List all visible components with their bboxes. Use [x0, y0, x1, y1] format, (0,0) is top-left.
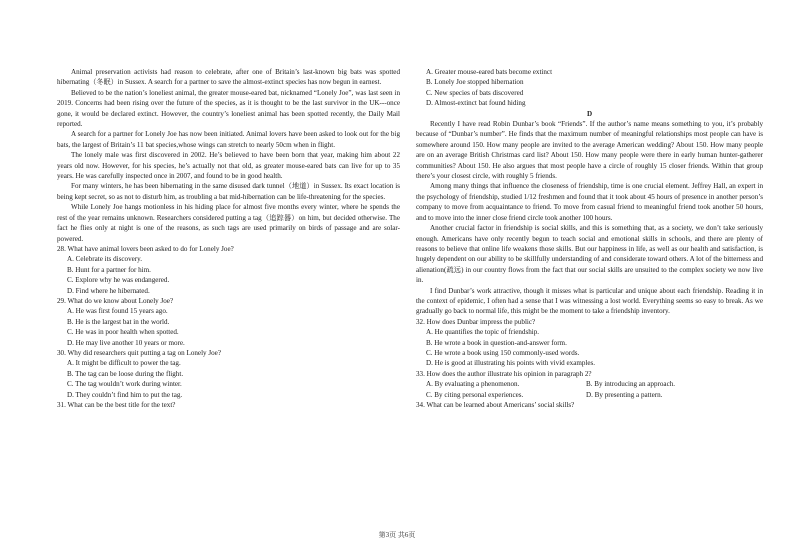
section-heading: D [586, 109, 593, 118]
options-row [416, 390, 763, 400]
paragraph: Among many things that influence the closeness of friendship, time is one crucial element. Jeffrey Hall, an expert in the psychology of friendship, studied 1/12 freshmen and found that it took about 45 hours of presence in another person’s company to move from acquaintance to friend. To move from casual friend to meaningful friend took another 50 hours, and to move into the inner close friend circle took another 100 hours. [416, 182, 763, 222]
paragraph: Another crucial factor in friendship is social skills, and this is something that, as a society, we don’t take seriously enough. Americans have only recently begun to teach social and emotional skills in schools, and there are plenty of reasons to believe that online life weakens those skills. But our happiness in life, as well as our health and satisfaction, is hugely dependent on our ability to be skillfully understanding of and considerate toward others. A lot of the bitterness and alienation(疏远) in our country flows from the fact that our social skills are unsuited to the complex society we now live in. [416, 224, 763, 285]
option-30b: B. The tag can be loose during the flight. [67, 369, 184, 378]
paragraph: The lonely male was first discovered in 2002. He’s believed to have been born that year, making him about 22 years old now. However, for his species, he’s actually not that old, as greater mouse-eared bats can live for up to 35 years. He was carefully inspected once in 2007, and found to be in good health. [57, 151, 400, 181]
paragraph: Believed to be the nation’s loneliest animal, the greater mouse-eared bat, nicknamed “Lonely Joe”, was last seen in 2019. Concerns had been rising over the future of the species, as it is thought to be the last survivor in the UK---once gone, it would be declared extinct. However, the country’s loneliest animal has been spotted recently, the Daily Mail reported. [57, 88, 400, 129]
question-32: 32. How does Dunbar impress the public? [416, 317, 536, 326]
option-31d: D. Almost-extinct bat found hiding [426, 99, 526, 108]
option-32a: A. He quantifies the topic of friendship. [426, 328, 540, 337]
paragraph: Animal preservation activists had reason to celebrate, after one of Britain’s last-known big bats was spotted hibernating（冬眠）in Sussex. A search for a partner to save the almost-extinct species has now begun in earnest. [57, 68, 400, 87]
option-33a: A. By evaluating a phenomenon. [426, 380, 520, 389]
option-30d: D. They couldn’t find him to put the tag. [67, 390, 183, 399]
left-column [57, 67, 400, 410]
page-footer: 第3页 共6页 [378, 531, 416, 539]
paragraph: For many winters, he has been hibernating in the same disused dark tunnel（地道）in Sussex. Its exact location is being kept secret, so as not to disturb him, as troubling a bat mid-hibernation can be life-threatening for the species. [57, 182, 400, 201]
right-column [416, 67, 763, 410]
paragraph: I find Dunbar’s work attractive, though it misses what is particular and unique about each friendship. Reading it in the context of epidemic, I often had a sense that I was witnessing a lost world. Everything seems so easy to break. As we gradually go back to normal life, this might be the moment to take a friendship inventory. [416, 286, 763, 316]
option-29c: C. He was in poor health when spotted. [67, 328, 179, 337]
question-30: 30. Why did researchers quit putting a tag on Lonely Joe? [57, 348, 221, 357]
question-34: 34. What can be learned about Americans’ social skills? [416, 401, 575, 409]
option-28c: C. Explore why he was endangered. [67, 276, 170, 285]
option-31b: B. Lonely Joe stopped hibernation [426, 78, 524, 87]
question-33: 33. How does the author illustrate his opinion in paragraph 2? [416, 369, 592, 378]
option-28d: D. Find where he hibernated. [67, 286, 150, 295]
option-31a: A. Greater mouse-eared bats become extinct [426, 68, 553, 76]
question-29: 29. What do we know about Lonely Joe? [57, 296, 174, 305]
paragraph: Recently I have read Robin Dunbar’s book “Friends”. If the author’s name means something to you, it’s probably because of “Dunbar’s number”. He finds that the maximum number of meaningful relationships most people can have is somewhere around 150. How many people are invited to the average American wedding? About 150. How many people are on an average British Christmas card list? About 150. How many people were there in early human hunter-gatherer communities? About 150. He also argues that most people have a circle of roughly 15 closer friends. Within that group there’s your closest circle, with roughly 5 friends. [416, 120, 763, 181]
option-33c: C. By citing personal experiences. [426, 390, 524, 399]
option-32d: D. He is good at illustrating his points with vivid examples. [426, 359, 596, 368]
option-29b: B. He is the largest bat in the world. [67, 317, 170, 326]
option-32c: C. He wrote a book using 150 commonly-used words. [426, 348, 580, 357]
paragraph: A search for a partner for Lonely Joe has now been initiated. Animal lovers have been asked to look out for the big bats, the largest of Britain’s 11 bat species,whose wings can stretch to nearly 50cm when in flight. [57, 130, 400, 149]
option-31c: C. New species of bats discovered [426, 88, 524, 97]
options-row [416, 379, 763, 389]
option-30c: C. The tag wouldn’t work during winter. [67, 380, 182, 389]
option-29a: A. He was first found 15 years ago. [67, 307, 168, 316]
option-33b: B. By introducing an approach. [586, 380, 676, 389]
paragraph: While Lonely Joe hangs motionless in his hiding place for almost five months every winter, where he spends the rest of the year remains unknown. Researchers considered putting a tag（追踪器）on him, but decided otherwise. The fact he flies only at night is one of the reasons, as such tags are used primarily on birds of passage and are solar-powered. [57, 203, 400, 243]
option-30a: A. It might be difficult to power the tag. [67, 359, 181, 368]
question-31: 31. What can be the best title for the text? [57, 401, 176, 409]
option-33d: D. By presenting a pattern. [586, 390, 663, 399]
question-28: 28. What have animal lovers been asked to do for Lonely Joe? [57, 244, 234, 253]
option-28a: A. Celebrate its discovery. [67, 255, 142, 264]
option-29d: D. He may live another 10 years or more. [67, 338, 185, 347]
option-32b: B. He wrote a book in question-and-answer form. [426, 338, 567, 347]
option-28b: B. Hunt for a partner for him. [67, 265, 151, 274]
